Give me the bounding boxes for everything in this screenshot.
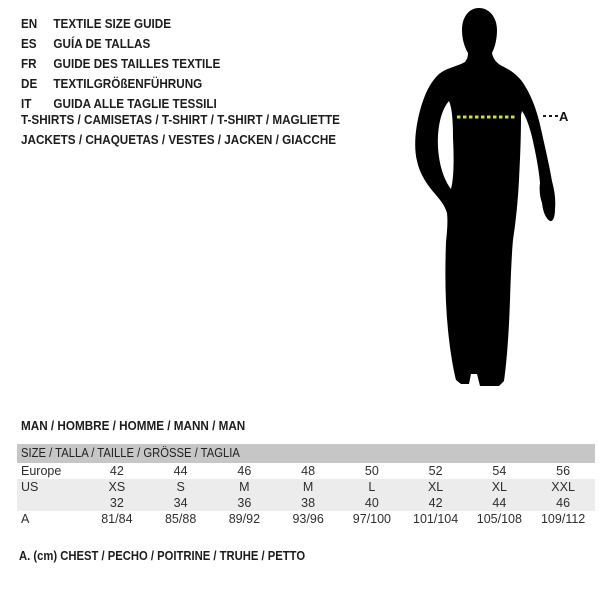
- row-label: US: [21, 480, 39, 494]
- table-cell: 38: [301, 496, 316, 510]
- table-cell: S: [176, 480, 185, 494]
- table-cell: 101/104: [413, 512, 459, 526]
- language-label: GUÍA DE TALLAS: [53, 35, 151, 51]
- section-title-man: [21, 419, 270, 433]
- table-cell: XS: [108, 480, 126, 494]
- row-label: A: [21, 512, 30, 526]
- table-cell: 46: [556, 496, 571, 510]
- chest-footnote-text: A. (cm) CHEST / PECHO / POITRINE / TRUHE / PETTO: [19, 549, 306, 563]
- table-cell: 54: [492, 464, 507, 478]
- table-cell: 40: [364, 496, 379, 510]
- table-cell: 56: [556, 464, 571, 478]
- language-list: [21, 13, 220, 113]
- language-row-en: [21, 13, 220, 33]
- category-tshirts: [21, 109, 375, 129]
- row-label: Europe: [21, 464, 62, 478]
- measure-label-a: A: [559, 109, 569, 124]
- table-cell: 50: [364, 464, 379, 478]
- language-label: TEXTILE SIZE GUIDE: [53, 15, 172, 31]
- table-cell: 81/84: [101, 512, 133, 526]
- language-row-es: [21, 33, 220, 53]
- table-cell: 44: [492, 496, 507, 510]
- size-table-header: [17, 444, 595, 463]
- language-label: TEXTILGRÖßENFÜHRUNG: [53, 75, 203, 91]
- language-code: IT: [21, 95, 32, 111]
- figure-svg: [400, 0, 600, 420]
- table-cell: M: [239, 480, 250, 494]
- language-code: DE: [21, 75, 38, 91]
- language-code: ES: [21, 35, 37, 51]
- language-label: GUIDA ALLE TAGLIE TESSILI: [53, 95, 217, 111]
- table-cell: 42: [428, 496, 443, 510]
- table-row-us: [17, 479, 595, 495]
- table-cell: 34: [173, 496, 188, 510]
- chest-footnote: [19, 550, 337, 563]
- table-cell: XL: [491, 480, 508, 494]
- category-jackets: [21, 129, 375, 149]
- size-table: [17, 444, 595, 527]
- table-cell: 93/96: [292, 512, 324, 526]
- measurement-figure: [400, 0, 600, 420]
- table-cell: L: [368, 480, 376, 494]
- table-cell: 44: [173, 464, 188, 478]
- table-row-europe: [17, 463, 595, 479]
- table-cell: 89/92: [228, 512, 261, 526]
- language-row-de: [21, 73, 220, 93]
- table-cell: 97/100: [352, 512, 391, 526]
- table-cell: 48: [301, 464, 316, 478]
- language-code: FR: [21, 55, 37, 71]
- table-cell: 32: [109, 496, 124, 510]
- category-jackets-label: JACKETS / CHAQUETAS / VESTES / JACKEN / GIACCHE: [21, 131, 337, 147]
- table-cell: 109/112: [540, 512, 586, 526]
- table-cell: XL: [427, 480, 444, 494]
- section-title-text: MAN / HOMBRE / HOMME / MANN / MAN: [21, 418, 246, 433]
- garment-categories: [21, 109, 375, 149]
- language-code: EN: [21, 15, 38, 31]
- category-tshirts-label: T-SHIRTS / CAMISETAS / T-SHIRT / T-SHIRT / MAGLIETTE: [21, 111, 340, 127]
- table-cell: 36: [237, 496, 252, 510]
- size-table-header-text: SIZE / TALLA / TAILLE / GRÖSSE / TAGLIA: [21, 446, 240, 460]
- table-cell: 85/88: [164, 512, 197, 526]
- table-cell: XXL: [551, 480, 575, 494]
- man-silhouette: [415, 8, 555, 386]
- table-cell: M: [302, 480, 314, 494]
- table-cell: 42: [109, 464, 124, 478]
- table-row-alt-size: [17, 495, 595, 511]
- language-row-fr: [21, 53, 220, 73]
- table-cell: 105/108: [476, 512, 522, 526]
- table-row-chest-a: [17, 511, 595, 527]
- table-cell: 52: [428, 464, 443, 478]
- row-label: [17, 495, 85, 511]
- table-cell: 46: [237, 464, 252, 478]
- language-label: GUIDE DES TAILLES TEXTILE: [53, 55, 221, 71]
